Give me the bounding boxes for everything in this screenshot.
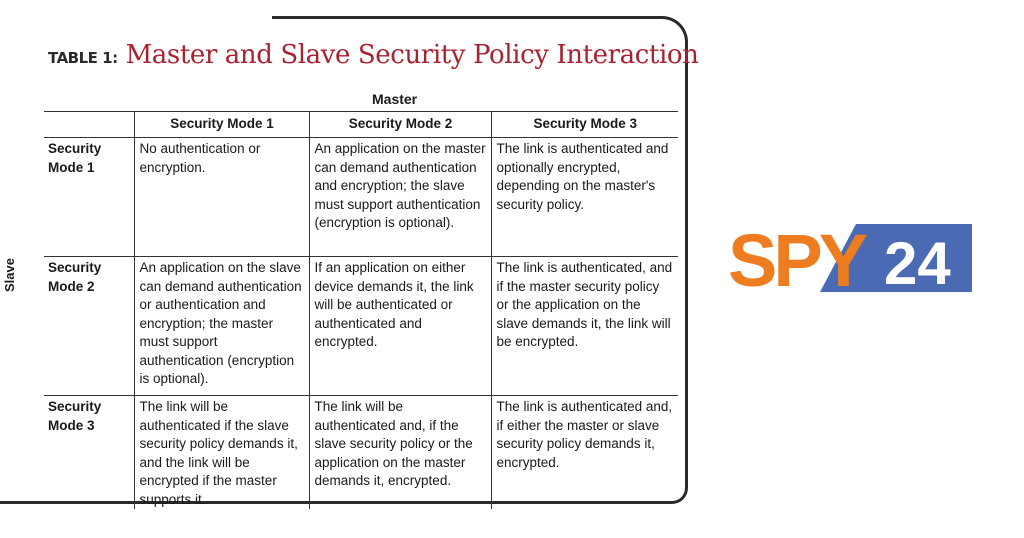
table-cell: An application on the slave can demand authentication or authentication and encryption; the master must support authentication (encryption is optional). [134,257,309,396]
table-cell: An application on the master can demand authentication and encryption; the slave must support authentication (encryption is optional). [309,138,491,257]
corner-cell [44,112,134,138]
table-cell: No authentication or encryption. [134,138,309,257]
row-header: Security Mode 2 [44,257,134,396]
table-cell: The link is authenticated and optionally encrypted, depending on the master's security policy. [491,138,678,257]
header-row [44,112,678,138]
logo-24-text: 24 [884,230,951,294]
spy24-logo [726,222,972,294]
table-cell: The link is authenticated and, if either the master or slave security policy demands it, encrypted. [491,396,678,510]
table-cell: The link is authenticated, and if the master security policy or the application on the slave demands it, the link will be encrypted. [491,257,678,396]
slave-axis-label: Slave [2,258,17,292]
logo-spy-text: SPY [728,222,865,294]
column-header: Security Mode 1 [134,112,309,138]
table-number: TABLE 1: [48,49,118,67]
policy-table [44,112,678,509]
column-header: Security Mode 2 [309,112,491,138]
row-header: Security Mode 1 [44,138,134,257]
row-header: Security Mode 3 [48,399,102,433]
table-row [44,396,678,510]
table-title [48,40,699,70]
table-cell: The link will be authenticated and, if the slave security policy or the application on the master demands it, encrypted. [309,396,491,510]
table-heading: Master and Slave Security Policy Interaction [125,40,699,70]
master-axis-label: Master [372,91,418,107]
table-row [44,257,678,396]
table-row [44,138,678,257]
table-cell: If an application on either device demands it, the link will be authenticated or authenticated and encrypted. [309,257,491,396]
column-header: Security Mode 3 [491,112,678,138]
table-cell: The link will be authenticated if the slave security policy demands it, and the link will be encrypted if the master supports it. [134,396,309,510]
card-gap [0,12,272,22]
